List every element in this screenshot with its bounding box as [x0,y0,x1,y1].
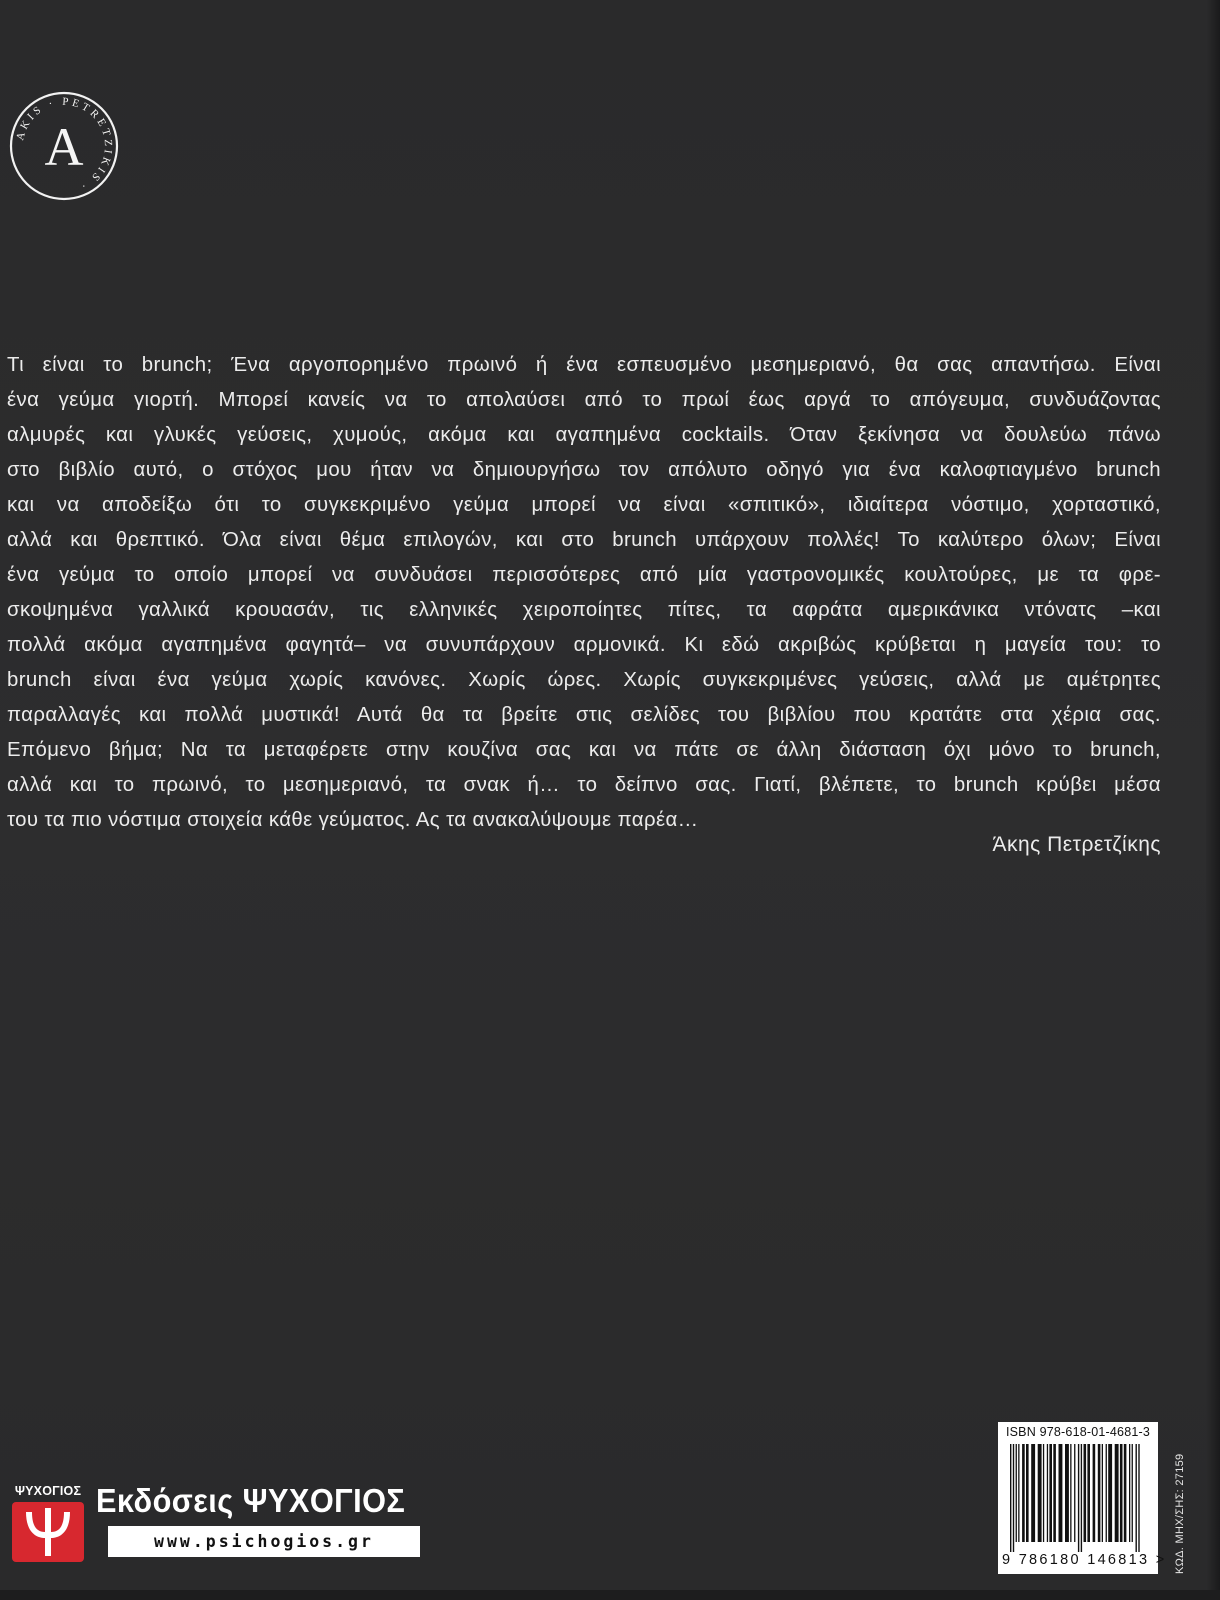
barcode-bar [1087,1444,1090,1542]
barcode-bar [1078,1444,1079,1552]
blurb-line: αλλά και το πρωινό, το μεσημεριανό, τα σνακ ή… το δείπνο σας. Γιατί, βλέπετε, το brunch κρύβει μέσα [7,774,1161,796]
barcode-image [1006,1444,1150,1552]
blurb-line: του τα πιο νόστιμα στοιχεία κάθε γεύματος. Ας τα ανακαλύψουμε παρέα… [7,809,699,831]
blurb-text [7,348,1161,838]
blurb-line: Τι είναι το brunch; Ένα αργοπορημένο πρωινό ή ένα εσπευσμένο μεσημεριανό, θα σας απαντήσω. Είναι [7,354,1161,376]
barcode-bar [1102,1444,1103,1542]
barcode-bar [1106,1444,1107,1542]
psi-icon [12,1502,84,1562]
barcode-bar [1124,1444,1127,1542]
barcode-bar [1016,1444,1017,1542]
barcode-bar [1047,1444,1048,1542]
blurb-line: παραλλαγές και πολλά μυστικά! Αυτά θα τα βρείτε στις σελίδες του βιβλίου που κρατάτε στα χέρια σας. [7,704,1161,726]
barcode-bar [1098,1444,1101,1542]
blurb-line: σκοψημένα γαλλικά κρουασάν, τις ελληνικές χειροποίητες πίτες, τα αφράτα αμερικάνικα ντόνατς –και [7,599,1161,621]
barcode-bar [1043,1444,1044,1542]
barcode-bar [1081,1444,1082,1552]
cover-edge-right [1206,0,1220,1600]
isbn-digits: 9 786180 146813 > [1002,1552,1167,1568]
barcode-bar [1059,1444,1063,1542]
publisher-name: Εκδόσεις ΨΥΧΟΓΙΟΣ [96,1482,406,1519]
barcode-bar [1031,1444,1035,1542]
publisher-logo [8,1482,418,1562]
author-signature: Άκης Πετρετζίκης [992,833,1161,856]
barcode-bar [1108,1444,1112,1542]
blurb-line: Επόμενο βήμα; Να τα μεταφέρετε στην κουζίνα σας και να πάτε σε άλλη διάσταση όχι μόνο το brunch, [7,739,1161,761]
barcode-bar [1049,1444,1052,1542]
blurb-line: brunch είναι ένα γεύμα χωρίς κανόνες. Χωρίς ώρες. Χωρίς συγκεκριμένες γεύσεις, αλλά με αμέτρητες [7,669,1161,691]
barcode-bar [1070,1444,1071,1542]
barcode-bar [1053,1444,1056,1542]
cover-edge-bottom [0,1590,1220,1600]
product-code: ΚΩΔ. ΜΗΧ/ΣΗΣ: 27159 [1174,1453,1186,1574]
barcode-bar [1026,1444,1029,1542]
blurb-line: και να αποδείξω ότι το συγκεκριμένο γεύμα μπορεί να είναι «σπιτικό», ιδιαίτερα νόστιμο, χορταστικό, [7,494,1161,516]
barcode-bar [1010,1444,1011,1552]
barcode-bar [1038,1444,1042,1542]
isbn-barcode-box [998,1422,1167,1574]
barcode-bar [1129,1444,1130,1542]
barcode-bar [1120,1444,1123,1542]
barcode-bar [1093,1444,1096,1542]
barcode-bar [1018,1444,1019,1542]
blurb-line: ένα γεύμα το οποίο μπορεί να συνδυάσει περισσότερες από μία γαστρονομικές κουλτούρες, με τα φρε- [7,564,1161,586]
publisher-emblem-text: ΨΥΧΟΓΙΟΣ [14,1484,82,1498]
blurb-line: ένα γεύμα γιορτή. Μπορεί κανείς να το απολαύσει από το πρωί έως αργά το απόγευμα, συνδυάζοντας [7,389,1161,411]
barcode-bar [1084,1444,1087,1542]
publisher-emblem [8,1482,88,1562]
monogram-letter: A [44,117,84,177]
monogram-ring-text: AKIS · PETRETZIKIS · [14,95,115,193]
blurb-line: πολλά ακόμα αγαπημένα φαγητά– να συνυπάρχουν αρμονικά. Κι εδώ ακριβώς κρύβεται η μαγεία του: το [7,634,1161,656]
monogram-logo [8,90,120,202]
barcode-bar [1132,1444,1133,1542]
barcode-bar [1138,1444,1139,1552]
barcode-bar [1074,1444,1075,1542]
barcode-bar [1115,1444,1119,1542]
blurb-line: στο βιβλίο αυτό, ο στόχος μου ήταν να δημιουργήσω τον απόλυτο οδηγό για ένα καλοφτιαγμένο brunch [7,459,1161,481]
isbn-label: ISBN 978-618-01-4681-3 [1005,1425,1151,1439]
blurb-line: αλμυρές και γλυκές γεύσεις, χυμούς, ακόμα και αγαπημένα cocktails. Όταν ξεκίνησα να δουλεύω πάνω [7,424,1161,446]
publisher-url: www.psichogios.gr [108,1526,420,1557]
barcode-bar [1065,1444,1069,1542]
blurb-line: αλλά και θρεπτικό. Όλα είναι θέμα επιλογών, και στο brunch υπάρχουν πολλές! Το καλύτερο όλων; Είναι [7,529,1161,551]
barcode-bar [1022,1444,1025,1542]
barcode-bar [1136,1444,1137,1552]
barcode-bar [1013,1444,1014,1552]
